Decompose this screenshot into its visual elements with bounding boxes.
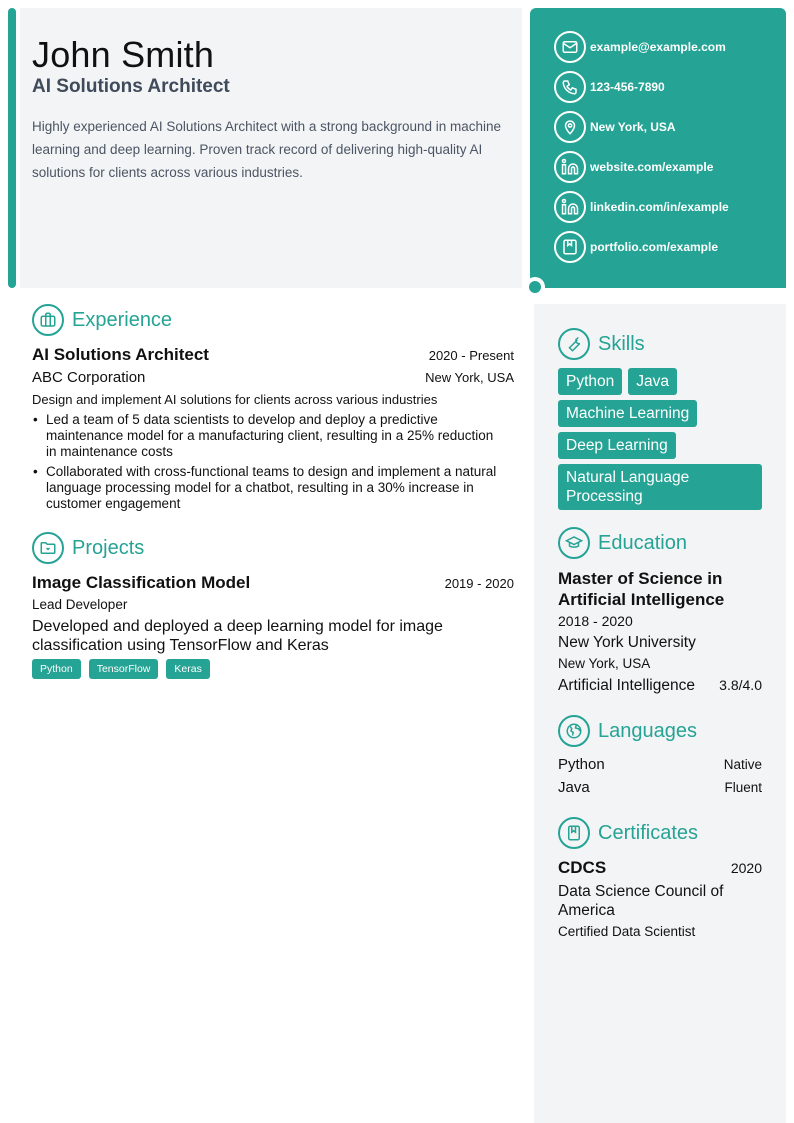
list-item: • Led a team of 5 data scientists to develop and deploy a predictive maintenance model for a manufacturing client, resulting in a 25% reduction in maintenance costs xyxy=(32,412,502,460)
contact-website[interactable] xyxy=(554,150,713,184)
project-tag: Keras xyxy=(166,659,209,679)
summary-text: Highly experienced AI Solutions Architect with a strong background in machine learning and deep learning. Proven track record of delivering high-quality AI solutions for clients across various industries. xyxy=(32,119,502,180)
phone-icon xyxy=(554,71,586,103)
certificates-heading xyxy=(558,817,698,849)
email-text: example@example.com xyxy=(590,40,726,54)
globe-icon xyxy=(558,715,590,747)
map-pin-icon xyxy=(554,111,586,143)
project-name: Image Classification Model xyxy=(32,573,251,592)
job-bullets xyxy=(32,412,502,516)
project-header-row xyxy=(32,573,514,593)
contact-email[interactable] xyxy=(554,30,726,64)
project-dates: 2019 - 2020 xyxy=(444,576,514,591)
certificate-name: CDCS xyxy=(558,858,607,877)
skill-tag: Natural Language Processing xyxy=(558,464,762,510)
education-gpa: 3.8/4.0 xyxy=(719,677,762,693)
timeline-dot xyxy=(525,277,545,297)
location-text: New York, USA xyxy=(590,120,676,134)
education-heading xyxy=(558,527,687,559)
certificate-issuer: Data Science Council of America xyxy=(558,883,724,919)
education-degree: Master of Science in Artificial Intelligence xyxy=(558,569,725,609)
education-location: New York, USA xyxy=(558,656,651,671)
language-row xyxy=(558,756,762,773)
portfolio-text: portfolio.com/example xyxy=(590,240,719,254)
mail-icon xyxy=(554,31,586,63)
briefcase-icon xyxy=(32,304,64,336)
section-title: Certificates xyxy=(598,821,699,844)
phone-text: 123-456-7890 xyxy=(590,80,665,94)
section-title: Skills xyxy=(598,332,645,355)
certificate-title: Certified Data Scientist xyxy=(558,924,696,939)
contact-linkedin[interactable] xyxy=(554,190,729,224)
portfolio-icon xyxy=(554,231,586,263)
contact-location xyxy=(554,110,676,144)
project-tag: TensorFlow xyxy=(89,659,159,679)
skills-heading xyxy=(558,328,645,360)
project-tag: Python xyxy=(32,659,81,679)
skill-tag: Machine Learning xyxy=(558,400,697,427)
project-tags xyxy=(32,659,210,679)
header-panel xyxy=(20,8,522,288)
header-accent-bar xyxy=(8,8,16,288)
job-header-row xyxy=(32,345,514,365)
job-company: ABC Corporation xyxy=(32,369,146,386)
project-role: Lead Developer xyxy=(32,597,128,612)
language-name: Python xyxy=(558,756,605,773)
list-item: • Collaborated with cross-functional teams to design and implement a natural language processing model for a chatbot, resulting in a 30% increase in customer engagement xyxy=(32,464,502,512)
project-description: Developed and deployed a deep learning model for image classification using TensorFlow and Keras xyxy=(32,618,443,654)
linkedin-icon xyxy=(554,191,586,223)
certificate-row xyxy=(558,858,762,878)
wrench-icon xyxy=(558,328,590,360)
projects-heading xyxy=(32,532,144,564)
linkedin-text: linkedin.com/in/example xyxy=(590,200,729,214)
contact-portfolio[interactable] xyxy=(554,230,718,264)
linkedin-icon xyxy=(554,151,586,183)
language-level: Native xyxy=(723,757,762,772)
candidate-name: John Smith xyxy=(32,34,215,75)
skill-tag: Deep Learning xyxy=(558,432,676,459)
skill-tag: Python xyxy=(558,368,622,395)
job-dates: 2020 - Present xyxy=(428,348,514,363)
education-dates: 2018 - 2020 xyxy=(558,613,633,629)
job-title: AI Solutions Architect xyxy=(32,345,209,364)
languages-heading xyxy=(558,715,697,747)
contact-phone[interactable] xyxy=(554,70,665,104)
section-title: Experience xyxy=(72,308,173,331)
language-name: Java xyxy=(558,779,590,796)
candidate-title: AI Solutions Architect xyxy=(32,76,230,97)
job-location: New York, USA xyxy=(425,370,514,385)
job-company-row xyxy=(32,369,514,386)
section-title: Education xyxy=(598,531,687,554)
experience-heading xyxy=(32,304,172,336)
education-school: New York University xyxy=(558,634,696,651)
contact-panel xyxy=(530,8,786,288)
language-row xyxy=(558,779,762,796)
folder-icon xyxy=(32,532,64,564)
skills-list xyxy=(558,368,762,510)
language-level: Fluent xyxy=(724,780,762,795)
section-title: Projects xyxy=(72,536,145,559)
education-field-row xyxy=(558,677,762,695)
website-text: website.com/example xyxy=(590,160,714,174)
education-field: Artificial Intelligence xyxy=(558,677,695,694)
skill-tag: Java xyxy=(628,368,677,395)
graduation-cap-icon xyxy=(558,527,590,559)
book-icon xyxy=(558,817,590,849)
certificate-year: 2020 xyxy=(730,860,762,876)
job-description: Design and implement AI solutions for clients across various industries xyxy=(32,392,438,407)
section-title: Languages xyxy=(598,719,697,742)
